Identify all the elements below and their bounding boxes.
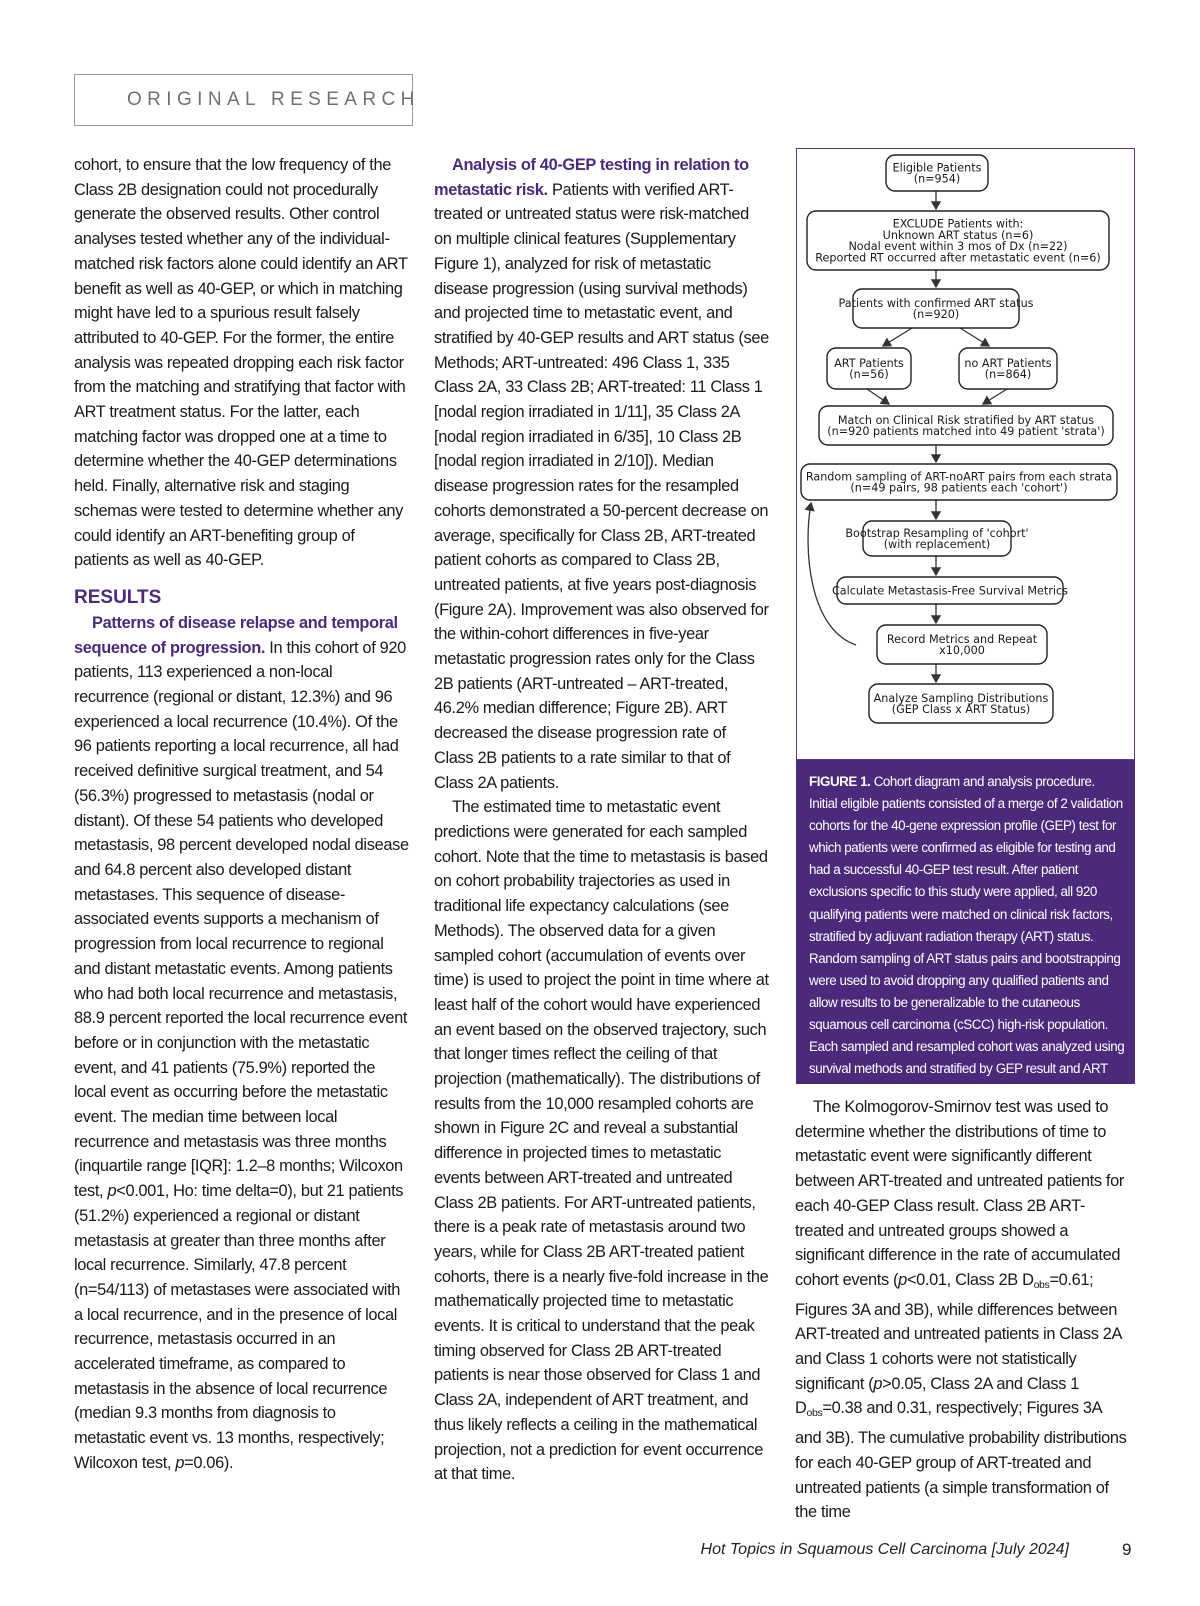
box-no-art-patients bbox=[959, 348, 1057, 389]
flowchart-box-text: Bootstrap Resampling of 'cohort' bbox=[845, 526, 1029, 540]
box-eligible-patients bbox=[886, 155, 988, 191]
text-run: In this cohort of 920 patients, 113 experienced a non-local recurrence (regional or distant, 12.3%) and 96 experienced a local recurrence (10.4%). Of the 96 patients reporting a local recurrence, all had received definitive surgical treatment, and 54 (56.3%) progressed to metastasis (nodal or distant). Of these 54 patients who developed metastasis, 98 percent developed nodal disease and 64.8 percent also developed distant metastases. This sequence of disease-associated events supports a mechanism of progression from local recurrence to regional and distant metastatic events. Among patients who had both local recurrence and metastasis, 88.9 percent reported the local recurrence event before or in conjunction with the metastatic event, and 41 patients (75.9%) reported the local event as occurring before the metastatic event. The median time between local recurrence and metastasis was three months (inquartile range [IQR]: 1.2–8 months; Wilcoxon test, bbox=[74, 638, 409, 1201]
flowchart-boxes bbox=[801, 155, 1117, 723]
flowchart-box-text: (with replacement) bbox=[883, 538, 991, 552]
paragraph-lead: Patterns of disease relapse and temporal sequence of progression. bbox=[74, 613, 398, 657]
italic-p: p bbox=[107, 1182, 117, 1201]
text-run: =0.61; Figures 3A and 3B), while differences between ART-treated and untreated patients in Class 2A and Class 1 cohorts were not statistically significant ( bbox=[795, 1270, 1122, 1393]
box-random-sampling bbox=[801, 464, 1117, 500]
flowchart-box-text: Reported RT occurred after metastatic event (n=6) bbox=[815, 251, 1101, 265]
journal-footer: Hot Topics in Squamous Cell Carcinoma [July 2024] bbox=[700, 1541, 1069, 1558]
box-calculate-metrics bbox=[832, 577, 1068, 604]
text-run: =0.38 and 0.31, respectively; Figures 3A and 3B). The cumulative probability distributions for each 40-GEP group of ART-treated and untreated patients (a simple transformation of the time bbox=[795, 1399, 1127, 1522]
text-run: >0.05, Class 2A and Class 1 D bbox=[795, 1374, 1080, 1418]
text-column-middle bbox=[434, 153, 769, 1487]
flowchart-box-text: (GEP Class x ART Status) bbox=[891, 703, 1031, 717]
page-number: 9 bbox=[1122, 1540, 1132, 1559]
flowchart-box-text: Match on Clinical Risk stratified by ART status bbox=[837, 413, 1095, 427]
subscript: obs bbox=[1033, 1278, 1050, 1291]
flowchart-box-text: (n=920) bbox=[912, 308, 960, 322]
text-column-right bbox=[795, 1095, 1130, 1525]
figure-1-flowchart bbox=[796, 148, 1135, 760]
flowchart-box-text: x10,000 bbox=[939, 644, 985, 658]
section-header bbox=[74, 74, 420, 126]
text-run: The Kolmogorov-Smirnov test was used to determine whether the distributions of time to metastatic event were significantly different between ART-treated and untreated patients for each 40-GEP Class result. Class 2B ART-treated and untreated groups showed a significant difference in the rate of accumulated cohort events ( bbox=[795, 1098, 1124, 1289]
flowchart-box-text: (n=920 patients matched into 49 patient 'strata') bbox=[827, 425, 1105, 439]
paragraph: The estimated time to metastatic event predictions were generated for each sampled cohort. Note that the time to metastasis is based on cohort probability trajectories as used in traditional life expectancy calculations (see Methods). The observed data for a given sampled cohort (accumulation of events over time) is used to project the point in time where at least half of the cohort would have experienced an event based on the observed trajectory, such that longer times reflect the ceiling of that projection (mathematically). The distributions of results from the 10,000 resampled cohorts are shown in Figure 2C and reveal a substantial difference in projected times to metastatic events between ART-treated and untreated Class 2B patients. For ART-untreated patients, there is a peak rate of metastasis around two years, while for Class 2B ART-treated patient cohorts, there is a nearly five-fold increase in the mathematically projected time to metastatic events. It is critical to understand that the peak timing observed for Class 2B ART-treated patients is near those observed for Class 1 and Class 2A, independent of ART treatment, and thus likely reflects a ceiling in the mathematical projection, not a prediction for event occurrence at that time. bbox=[434, 798, 769, 1484]
caption-text: Cohort diagram and analysis procedure. Initial eligible patients consisted of a merge of 2 validation cohorts for the 40-gene expression profile (GEP) test for which patients were confirmed as eligible for testing and had a successful 40-GEP test result. After patient exclusions specific to this study were applied, all 920 qualifying patients were matched on clinical risk factors, stratified by adjuvant radiation therapy (ART) status. Random sampling of ART status pairs and bootstrapping were used to avoid dropping any qualified patients and allow results to be generalizable to the cutaneous squamous cell carcinoma (cSCC) high-risk population. Each sampled and resampled cohort was analyzed using survival methods and stratified by GEP result and ART status. bbox=[809, 774, 1125, 1099]
box-confirmed-art bbox=[839, 289, 1034, 328]
box-exclude bbox=[807, 211, 1109, 270]
flowchart-box-text: Record Metrics and Repeat bbox=[886, 632, 1038, 646]
flowchart-box-text: Random sampling of ART-noART pairs from each strata bbox=[805, 470, 1113, 484]
paragraph: cohort, to ensure that the low frequency of the Class 2B designation could not procedurally generate the observed results. Other control analyses tested whether any of the individual-matched risk factors alone could identify an ART benefit as well as 40-GEP, or which in matching might have led to a spurious result falsely attributed to 40-GEP. For the former, the entire analysis was repeated dropping each risk factor from the matching and stratifying that factor with ART treatment status. For the latter, each matching factor was dropped one at a time to determine whether the 40-GEP determinations held. Finally, alternative risk and staging schemas were tested to determine whether any could identify an ART-benefiting group of patients as well as 40-GEP. bbox=[74, 156, 408, 570]
flowchart-box-text: Analyze Sampling Distributions bbox=[873, 691, 1049, 705]
flowchart-box-text: (n=56) bbox=[849, 368, 889, 382]
text-column-left bbox=[74, 153, 409, 1476]
paragraph bbox=[795, 1095, 1130, 1525]
flowchart-box-text: (n=864) bbox=[984, 368, 1032, 382]
subscript: obs bbox=[806, 1407, 823, 1420]
box-record-repeat bbox=[877, 625, 1047, 664]
italic-p: p bbox=[175, 1453, 185, 1472]
box-analyze-distributions bbox=[869, 684, 1053, 723]
flowchart-box-text: no ART Patients bbox=[964, 356, 1052, 370]
flowchart-svg bbox=[797, 149, 1136, 761]
flowchart-box-text: Nodal event within 3 mos of Dx (n=22) bbox=[848, 240, 1068, 254]
results-heading: RESULTS bbox=[74, 586, 162, 608]
flowchart-box-text: Unknown ART status (n=6) bbox=[882, 228, 1034, 242]
box-art-patients bbox=[827, 348, 911, 389]
paragraph bbox=[74, 611, 409, 1476]
text-run: <0.01, Class 2B D bbox=[906, 1270, 1034, 1289]
flowchart-box-text: (n=954) bbox=[913, 172, 961, 186]
caption-label: FIGURE 1. bbox=[809, 774, 871, 789]
paragraph bbox=[434, 153, 769, 795]
text-run: <0.001, Ho: time delta=0), but 21 patients (51.2%) experienced a regional or distant metastasis at greater than three months after local recurrence. Similarly, 47.8 percent (n=54/113) of metastases were associated with a local recurrence, and in the presence of local recurrence, metastasis occurred in an accelerated timeframe, as compared to metastasis in the absence of local recurrence (median 9.3 months from diagnosis to metastatic event vs. 13 months, respectively; Wilcoxon test, bbox=[74, 1182, 404, 1472]
text-run: =0.06). bbox=[184, 1453, 234, 1472]
paragraph-lead: Analysis of 40-GEP testing in relation to metastatic risk. bbox=[434, 156, 749, 199]
section-label: ORIGINAL RESEARCH bbox=[127, 89, 420, 110]
flowchart-box-text: (n=49 pairs, 98 patients each 'cohort') bbox=[850, 481, 1068, 495]
text-run: Patients with verified ART-treated or untreated status were risk-matched on multiple clinical features (Supplementary Figure 1), analyzed for risk of metastatic disease progression (using survival methods) and projected time to metastatic event, and stratified by 40-GEP results and ART status (see Methods; ART-untreated: 496 Class 1, 335 Class 2A, 33 Class 2B; ART-treated: 11 Class 1 [nodal region irradiated in 1/11], 35 Class 2A [nodal region irradiated in 6/35], 10 Class 2B [nodal region irradiated in 2/10]). Median disease progression rates for the resampled cohorts demonstrated a 50-percent decrease on average, specifically for Class 2B, ART-treated patient cohorts as compared to Class 2B, untreated patients, at five years post-diagnosis (Figure 2A). Improvement was also observed for the within-cohort differences in five-year metastatic progression rates only for the Class 2B patients (ART-untreated – ART-treated, 46.2% median difference; Figure 2B). ART decreased the disease progression rate of Class 2B patients to a rate similar to that of Class 2A patients. bbox=[434, 180, 769, 792]
italic-p: p bbox=[898, 1270, 907, 1289]
box-match-clinical-risk bbox=[819, 406, 1113, 445]
figure-caption bbox=[796, 760, 1135, 1099]
italic-p: p bbox=[873, 1374, 883, 1393]
flowchart-box-text: EXCLUDE Patients with: bbox=[892, 217, 1024, 231]
flowchart-box-text: ART Patients bbox=[834, 356, 904, 370]
box-bootstrap bbox=[845, 521, 1028, 556]
flowchart-box-text: Eligible Patients bbox=[892, 161, 982, 175]
flowchart-box-text: Patients with confirmed ART status bbox=[838, 296, 1034, 310]
flowchart-box-text: Calculate Metastasis-Free Survival Metrics bbox=[831, 584, 1069, 598]
